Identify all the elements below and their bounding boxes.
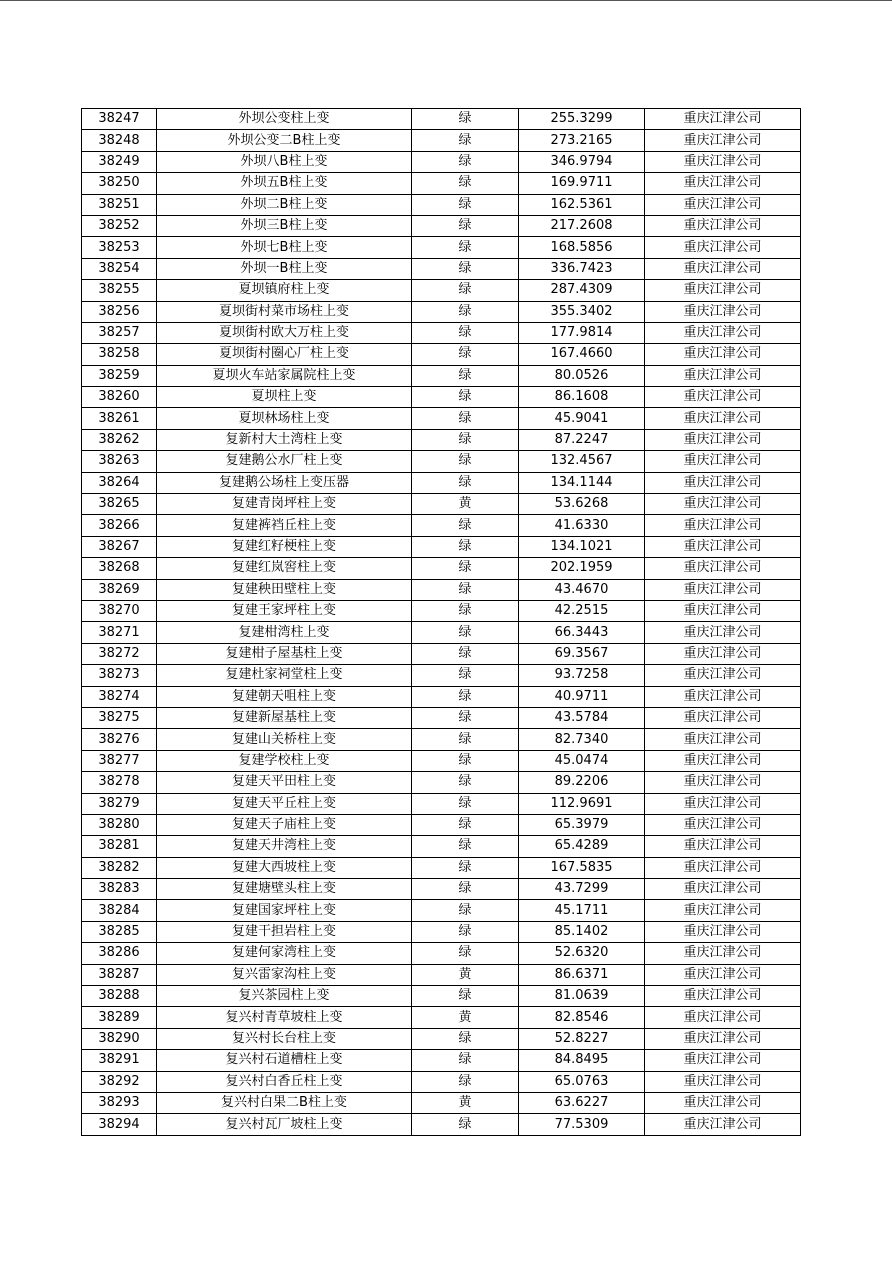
cell-id: 38264 [82,472,157,493]
table-row [82,900,801,921]
cell-company: 重庆江津公司 [645,344,801,365]
cell-id: 38290 [82,1028,157,1049]
cell-company: 重庆江津公司 [645,900,801,921]
cell-company: 重庆江津公司 [645,1071,801,1092]
cell-id: 38279 [82,793,157,814]
cell-value: 45.1711 [519,900,645,921]
table-row [82,173,801,194]
table-row [82,109,801,130]
cell-name: 复建大西坡柱上变 [157,857,412,878]
cell-name: 复建王家坪柱上变 [157,600,412,621]
cell-value: 93.7258 [519,665,645,686]
table-row [82,579,801,600]
table-row [82,322,801,343]
cell-status: 绿 [412,151,519,172]
cell-company: 重庆江津公司 [645,686,801,707]
cell-company: 重庆江津公司 [645,237,801,258]
cell-status: 绿 [412,900,519,921]
cell-name: 复兴村白香丘柱上变 [157,1071,412,1092]
cell-value: 89.2206 [519,772,645,793]
cell-status: 绿 [412,515,519,536]
cell-company: 重庆江津公司 [645,665,801,686]
cell-value: 202.1959 [519,558,645,579]
cell-name: 复建杜家祠堂柱上变 [157,665,412,686]
cell-id: 38265 [82,494,157,515]
cell-company: 重庆江津公司 [645,943,801,964]
cell-name: 夏坝火车站家属院柱上变 [157,365,412,386]
cell-status: 绿 [412,109,519,130]
cell-name: 复兴村石道槽柱上变 [157,1050,412,1071]
cell-status: 绿 [412,194,519,215]
cell-status: 绿 [412,472,519,493]
cell-name: 复建天子庙柱上变 [157,814,412,835]
cell-name: 复建朝天咀柱上变 [157,686,412,707]
cell-company: 重庆江津公司 [645,1050,801,1071]
table-row [82,665,801,686]
cell-status: 绿 [412,451,519,472]
cell-company: 重庆江津公司 [645,857,801,878]
cell-name: 复兴村青草坡柱上变 [157,1007,412,1028]
cell-id: 38280 [82,814,157,835]
cell-company: 重庆江津公司 [645,579,801,600]
cell-name: 复建青岗坪柱上变 [157,494,412,515]
cell-id: 38251 [82,194,157,215]
cell-name: 复兴村瓦厂坡柱上变 [157,1114,412,1135]
cell-name: 复建国家坪柱上变 [157,900,412,921]
cell-company: 重庆江津公司 [645,986,801,1007]
cell-value: 134.1144 [519,472,645,493]
cell-value: 43.5784 [519,707,645,728]
cell-id: 38277 [82,750,157,771]
cell-value: 169.9711 [519,173,645,194]
cell-name: 复建柑湾柱上变 [157,622,412,643]
table-row [82,707,801,728]
cell-id: 38249 [82,151,157,172]
table-row [82,408,801,429]
cell-company: 重庆江津公司 [645,515,801,536]
cell-status: 绿 [412,600,519,621]
cell-name: 外坝七B柱上变 [157,237,412,258]
cell-company: 重庆江津公司 [645,109,801,130]
cell-id: 38254 [82,258,157,279]
table-row [82,836,801,857]
cell-name: 复建鹅公场柱上变压器 [157,472,412,493]
cell-company: 重庆江津公司 [645,1114,801,1135]
cell-value: 86.6371 [519,964,645,985]
table-row [82,986,801,1007]
cell-company: 重庆江津公司 [645,879,801,900]
cell-company: 重庆江津公司 [645,622,801,643]
cell-name: 夏坝镇府柱上变 [157,280,412,301]
cell-value: 82.8546 [519,1007,645,1028]
cell-company: 重庆江津公司 [645,301,801,322]
cell-company: 重庆江津公司 [645,707,801,728]
cell-status: 绿 [412,857,519,878]
cell-company: 重庆江津公司 [645,1007,801,1028]
cell-name: 夏坝林场柱上变 [157,408,412,429]
cell-name: 复建柑子屋基柱上变 [157,643,412,664]
cell-company: 重庆江津公司 [645,1092,801,1113]
cell-company: 重庆江津公司 [645,365,801,386]
cell-id: 38293 [82,1092,157,1113]
cell-id: 38267 [82,536,157,557]
cell-company: 重庆江津公司 [645,408,801,429]
cell-id: 38294 [82,1114,157,1135]
cell-name: 外坝一B柱上变 [157,258,412,279]
cell-name: 复兴雷家沟柱上变 [157,964,412,985]
cell-status: 绿 [412,301,519,322]
cell-company: 重庆江津公司 [645,600,801,621]
cell-id: 38292 [82,1071,157,1092]
cell-company: 重庆江津公司 [645,494,801,515]
cell-name: 夏坝街村圈心厂柱上变 [157,344,412,365]
cell-company: 重庆江津公司 [645,814,801,835]
table-row [82,943,801,964]
cell-status: 绿 [412,130,519,151]
cell-company: 重庆江津公司 [645,258,801,279]
cell-status: 绿 [412,536,519,557]
table-row [82,494,801,515]
cell-company: 重庆江津公司 [645,1028,801,1049]
cell-id: 38291 [82,1050,157,1071]
cell-company: 重庆江津公司 [645,836,801,857]
table-row [82,280,801,301]
cell-value: 43.4670 [519,579,645,600]
cell-name: 复兴村白果二B柱上变 [157,1092,412,1113]
cell-name: 复建红籽梗柱上变 [157,536,412,557]
table-row [82,429,801,450]
table-row [82,1050,801,1071]
cell-value: 336.7423 [519,258,645,279]
cell-id: 38269 [82,579,157,600]
cell-id: 38278 [82,772,157,793]
table-row [82,750,801,771]
table-row [82,1028,801,1049]
cell-company: 重庆江津公司 [645,194,801,215]
cell-name: 复建秧田壁柱上变 [157,579,412,600]
cell-status: 绿 [412,836,519,857]
cell-name: 复建学校柱上变 [157,750,412,771]
cell-value: 52.6320 [519,943,645,964]
cell-id: 38266 [82,515,157,536]
table-row [82,344,801,365]
cell-value: 40.9711 [519,686,645,707]
table-row [82,536,801,557]
cell-name: 外坝公变二B柱上变 [157,130,412,151]
cell-value: 168.5856 [519,237,645,258]
cell-value: 80.0526 [519,365,645,386]
cell-value: 52.8227 [519,1028,645,1049]
cell-value: 77.5309 [519,1114,645,1135]
cell-company: 重庆江津公司 [645,173,801,194]
table-row [82,472,801,493]
cell-status: 绿 [412,1071,519,1092]
cell-company: 重庆江津公司 [645,793,801,814]
table-row [82,301,801,322]
table-row [82,1114,801,1135]
table-row [82,964,801,985]
cell-name: 复建裤裆丘柱上变 [157,515,412,536]
cell-name: 复建天平丘柱上变 [157,793,412,814]
table-row [82,130,801,151]
cell-status: 绿 [412,814,519,835]
cell-name: 复建何家湾柱上变 [157,943,412,964]
cell-value: 85.1402 [519,921,645,942]
cell-id: 38257 [82,322,157,343]
cell-id: 38287 [82,964,157,985]
cell-id: 38252 [82,215,157,236]
cell-status: 绿 [412,429,519,450]
table-row [82,387,801,408]
cell-id: 38288 [82,986,157,1007]
cell-name: 复兴茶园柱上变 [157,986,412,1007]
cell-status: 绿 [412,237,519,258]
cell-id: 38258 [82,344,157,365]
cell-value: 132.4567 [519,451,645,472]
cell-company: 重庆江津公司 [645,215,801,236]
cell-status: 绿 [412,408,519,429]
cell-status: 黄 [412,494,519,515]
cell-status: 绿 [412,344,519,365]
cell-status: 绿 [412,943,519,964]
table-row [82,793,801,814]
cell-id: 38263 [82,451,157,472]
cell-value: 167.5835 [519,857,645,878]
cell-id: 38286 [82,943,157,964]
table-row [82,814,801,835]
cell-value: 81.0639 [519,986,645,1007]
cell-id: 38262 [82,429,157,450]
cell-name: 夏坝街村菜市场柱上变 [157,301,412,322]
table-row [82,515,801,536]
cell-id: 38248 [82,130,157,151]
cell-status: 绿 [412,707,519,728]
cell-status: 黄 [412,1092,519,1113]
cell-status: 绿 [412,1050,519,1071]
cell-value: 355.3402 [519,301,645,322]
cell-company: 重庆江津公司 [645,429,801,450]
table-row [82,558,801,579]
cell-id: 38285 [82,921,157,942]
cell-value: 287.4309 [519,280,645,301]
cell-company: 重庆江津公司 [645,280,801,301]
cell-status: 绿 [412,215,519,236]
cell-company: 重庆江津公司 [645,772,801,793]
cell-id: 38268 [82,558,157,579]
cell-name: 夏坝柱上变 [157,387,412,408]
cell-status: 绿 [412,772,519,793]
table-body [82,109,801,1136]
cell-id: 38272 [82,643,157,664]
table-row [82,365,801,386]
table-row [82,451,801,472]
cell-value: 65.4289 [519,836,645,857]
table-row [82,857,801,878]
cell-name: 复建红岚窖柱上变 [157,558,412,579]
cell-id: 38276 [82,729,157,750]
cell-status: 黄 [412,964,519,985]
cell-name: 外坝八B柱上变 [157,151,412,172]
cell-id: 38260 [82,387,157,408]
cell-id: 38283 [82,879,157,900]
cell-value: 63.6227 [519,1092,645,1113]
cell-value: 42.2515 [519,600,645,621]
cell-value: 112.9691 [519,793,645,814]
transformer-table [81,108,801,1136]
cell-status: 绿 [412,622,519,643]
cell-company: 重庆江津公司 [645,130,801,151]
cell-status: 绿 [412,173,519,194]
cell-value: 66.3443 [519,622,645,643]
cell-company: 重庆江津公司 [645,643,801,664]
cell-company: 重庆江津公司 [645,472,801,493]
cell-company: 重庆江津公司 [645,151,801,172]
cell-status: 绿 [412,643,519,664]
cell-value: 167.4660 [519,344,645,365]
table-row [82,258,801,279]
cell-name: 复建干担岩柱上变 [157,921,412,942]
cell-value: 65.3979 [519,814,645,835]
table-row [82,921,801,942]
cell-status: 绿 [412,322,519,343]
cell-value: 217.2608 [519,215,645,236]
cell-value: 82.7340 [519,729,645,750]
cell-name: 复建天平田柱上变 [157,772,412,793]
cell-value: 53.6268 [519,494,645,515]
cell-status: 绿 [412,986,519,1007]
cell-id: 38271 [82,622,157,643]
table-row [82,600,801,621]
cell-id: 38270 [82,600,157,621]
cell-status: 绿 [412,750,519,771]
table-row [82,686,801,707]
cell-status: 绿 [412,1028,519,1049]
cell-status: 绿 [412,579,519,600]
cell-status: 绿 [412,280,519,301]
cell-company: 重庆江津公司 [645,964,801,985]
cell-value: 273.2165 [519,130,645,151]
cell-status: 绿 [412,879,519,900]
cell-name: 外坝五B柱上变 [157,173,412,194]
cell-value: 84.8495 [519,1050,645,1071]
cell-status: 绿 [412,665,519,686]
cell-value: 255.3299 [519,109,645,130]
cell-status: 绿 [412,793,519,814]
cell-value: 134.1021 [519,536,645,557]
cell-value: 65.0763 [519,1071,645,1092]
cell-company: 重庆江津公司 [645,729,801,750]
page-top-border [0,0,892,1]
cell-company: 重庆江津公司 [645,921,801,942]
cell-id: 38250 [82,173,157,194]
cell-status: 绿 [412,1114,519,1135]
table-row [82,1092,801,1113]
table-row [82,643,801,664]
cell-name: 外坝公变柱上变 [157,109,412,130]
cell-value: 43.7299 [519,879,645,900]
cell-id: 38282 [82,857,157,878]
cell-value: 69.3567 [519,643,645,664]
cell-id: 38274 [82,686,157,707]
cell-id: 38284 [82,900,157,921]
table-row [82,194,801,215]
cell-status: 绿 [412,365,519,386]
cell-value: 177.9814 [519,322,645,343]
cell-id: 38256 [82,301,157,322]
cell-id: 38255 [82,280,157,301]
cell-value: 86.1608 [519,387,645,408]
cell-name: 复建鹅公水厂柱上变 [157,451,412,472]
cell-name: 复建新屋基柱上变 [157,707,412,728]
table-row [82,1007,801,1028]
cell-name: 复兴村长台柱上变 [157,1028,412,1049]
cell-id: 38253 [82,237,157,258]
cell-id: 38281 [82,836,157,857]
table-row [82,237,801,258]
cell-name: 夏坝街村欧大万柱上变 [157,322,412,343]
cell-company: 重庆江津公司 [645,558,801,579]
cell-name: 复建山关桥柱上变 [157,729,412,750]
cell-value: 346.9794 [519,151,645,172]
cell-value: 45.0474 [519,750,645,771]
cell-status: 绿 [412,258,519,279]
table-row [82,772,801,793]
cell-company: 重庆江津公司 [645,387,801,408]
cell-value: 45.9041 [519,408,645,429]
cell-id: 38259 [82,365,157,386]
cell-status: 绿 [412,686,519,707]
cell-status: 黄 [412,1007,519,1028]
cell-status: 绿 [412,729,519,750]
cell-status: 绿 [412,387,519,408]
cell-value: 41.6330 [519,515,645,536]
cell-name: 复建塘壁头柱上变 [157,879,412,900]
table-row [82,729,801,750]
table-row [82,151,801,172]
cell-value: 87.2247 [519,429,645,450]
cell-status: 绿 [412,921,519,942]
cell-id: 38261 [82,408,157,429]
cell-status: 绿 [412,558,519,579]
table-row [82,215,801,236]
cell-company: 重庆江津公司 [645,536,801,557]
cell-company: 重庆江津公司 [645,322,801,343]
cell-name: 外坝三B柱上变 [157,215,412,236]
cell-name: 外坝二B柱上变 [157,194,412,215]
cell-value: 162.5361 [519,194,645,215]
cell-id: 38289 [82,1007,157,1028]
table-row [82,879,801,900]
cell-id: 38275 [82,707,157,728]
table-row [82,622,801,643]
table-row [82,1071,801,1092]
cell-id: 38247 [82,109,157,130]
cell-id: 38273 [82,665,157,686]
cell-name: 复新村大土湾柱上变 [157,429,412,450]
cell-company: 重庆江津公司 [645,451,801,472]
cell-name: 复建天井湾柱上变 [157,836,412,857]
cell-company: 重庆江津公司 [645,750,801,771]
